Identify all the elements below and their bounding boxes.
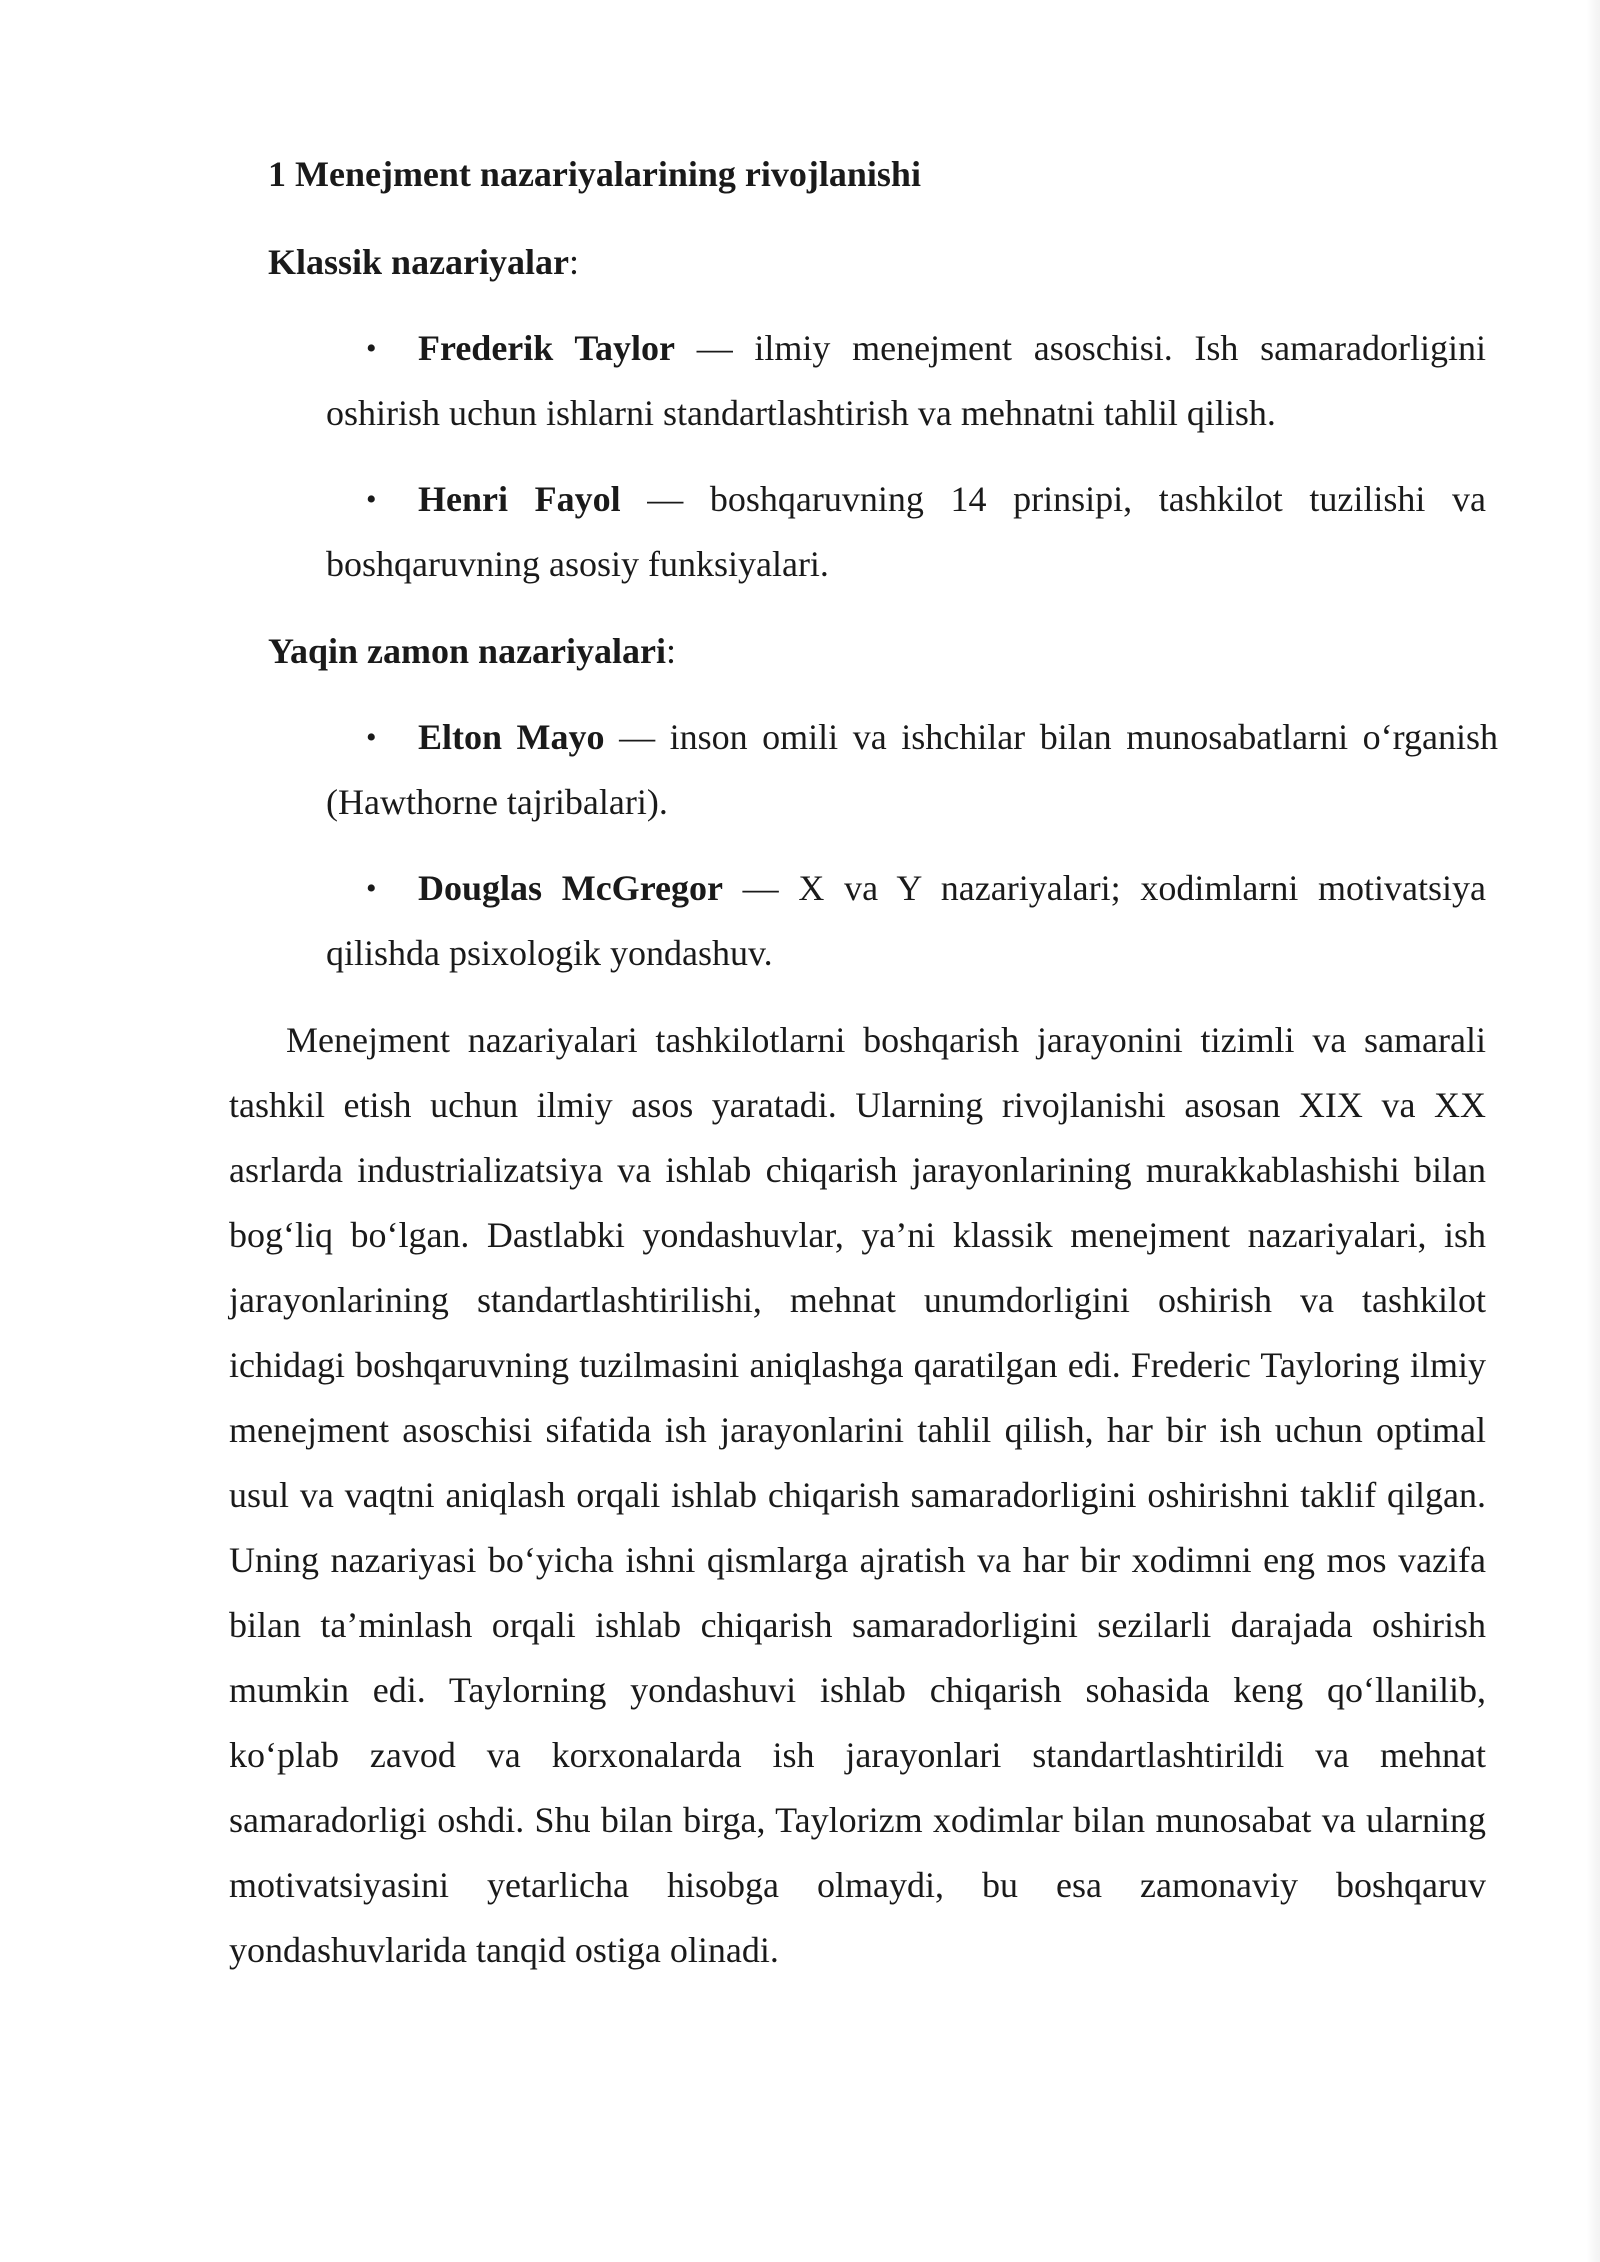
item-description: — ilmiy menejment asoschisi. Ish samaradorligini oshirish uchun ishlarni standartlashtirish va mehnatni tahlil qilish. — [326, 328, 1487, 433]
bullet-icon: • — [366, 872, 377, 905]
list-item-taylor — [326, 316, 1486, 446]
person-name: Frederik Taylor — [418, 328, 676, 368]
list-item-mcgregor — [326, 856, 1486, 986]
list-item-text — [326, 705, 1498, 835]
page-edge-shadow — [1586, 0, 1600, 2262]
list-item-fayol — [326, 467, 1486, 597]
section-title-colon: : — [666, 631, 677, 671]
item-description: — X va Y nazariyalari; xodimlarni motivatsiya qilishda psixologik yondashuv. — [326, 868, 1486, 973]
bullet-icon: • — [366, 332, 377, 365]
document-heading: 1 Menejment nazariyalarining rivojlanishi — [268, 154, 921, 194]
item-description: — boshqaruvning 14 prinsipi, tashkilot tuzilishi va boshqaruvning asosiy funksiyalari. — [326, 479, 1486, 584]
section-title-text: Klassik nazariyalar — [268, 242, 570, 282]
bullet-icon: • — [366, 721, 377, 754]
person-name: Elton Mayo — [418, 717, 605, 757]
section-title-modern — [268, 627, 676, 675]
person-name: Henri Fayol — [418, 479, 621, 519]
section-title-classic — [268, 238, 579, 286]
bullet-icon: • — [366, 483, 377, 516]
body-paragraph: Menejment nazariyalari tashkilotlarni boshqarish jarayonini tizimli va samarali tashkil etish uchun ilmiy asos yaratadi. Ularning rivojlanishi asosan XIX va XX asrlarda industrializatsiya va ishlab chiqarish jarayonlarining murakkablashishi bilan bog‘liq bo‘lgan. Dastlabki yondashuvlar, ya’ni klassik menejment nazariyalari, ish jarayonlarining standartlashtirilishi, mehnat unumdorligini oshirish va tashkilot ichidagi boshqaruvning tuzilmasini aniqlashga qaratilgan edi. Frederic Tayloring ilmiy menejment asoschisi sifatida ish jarayonlarini tahlil qilish, har bir ish uchun optimal usul va vaqtni aniqlash orqali ishlab chiqarish samaradorligini oshirishni taklif qilgan. Uning nazariyasi bo‘yicha ishni qismlarga ajratish va har bir xodimni eng mos vazifa bilan ta’minlash orqali ishlab chiqarish samaradorligini sezilarli darajada oshirish mumkin edi. Taylorning yondashuvi ishlab chiqarish sohasida keng qo‘llanilib, ko‘plab zavod va korxonalarda ish jarayonlari standartlashtirildi va mehnat samaradorligi oshdi. Shu bilan birga, Taylorizm xodimlar bilan munosabat va ularning motivatsiyasini yetarlicha hisobga olmaydi, bu esa zamonaviy boshqaruv yondashuvlarida tanqid ostiga olinadi. — [229, 1020, 1486, 1970]
item-description: — inson omili va ishchilar bilan munosabatlarni o‘rganish (Hawthorne tajribalari). — [326, 717, 1498, 822]
list-item-text — [326, 316, 1486, 446]
list-item-text — [326, 856, 1486, 986]
list-item-text — [326, 467, 1486, 597]
list-item-mayo — [326, 705, 1498, 835]
section-title-text: Yaqin zamon nazariyalari — [268, 631, 667, 671]
person-name: Douglas McGregor — [418, 868, 723, 908]
section-title-colon: : — [569, 242, 580, 282]
